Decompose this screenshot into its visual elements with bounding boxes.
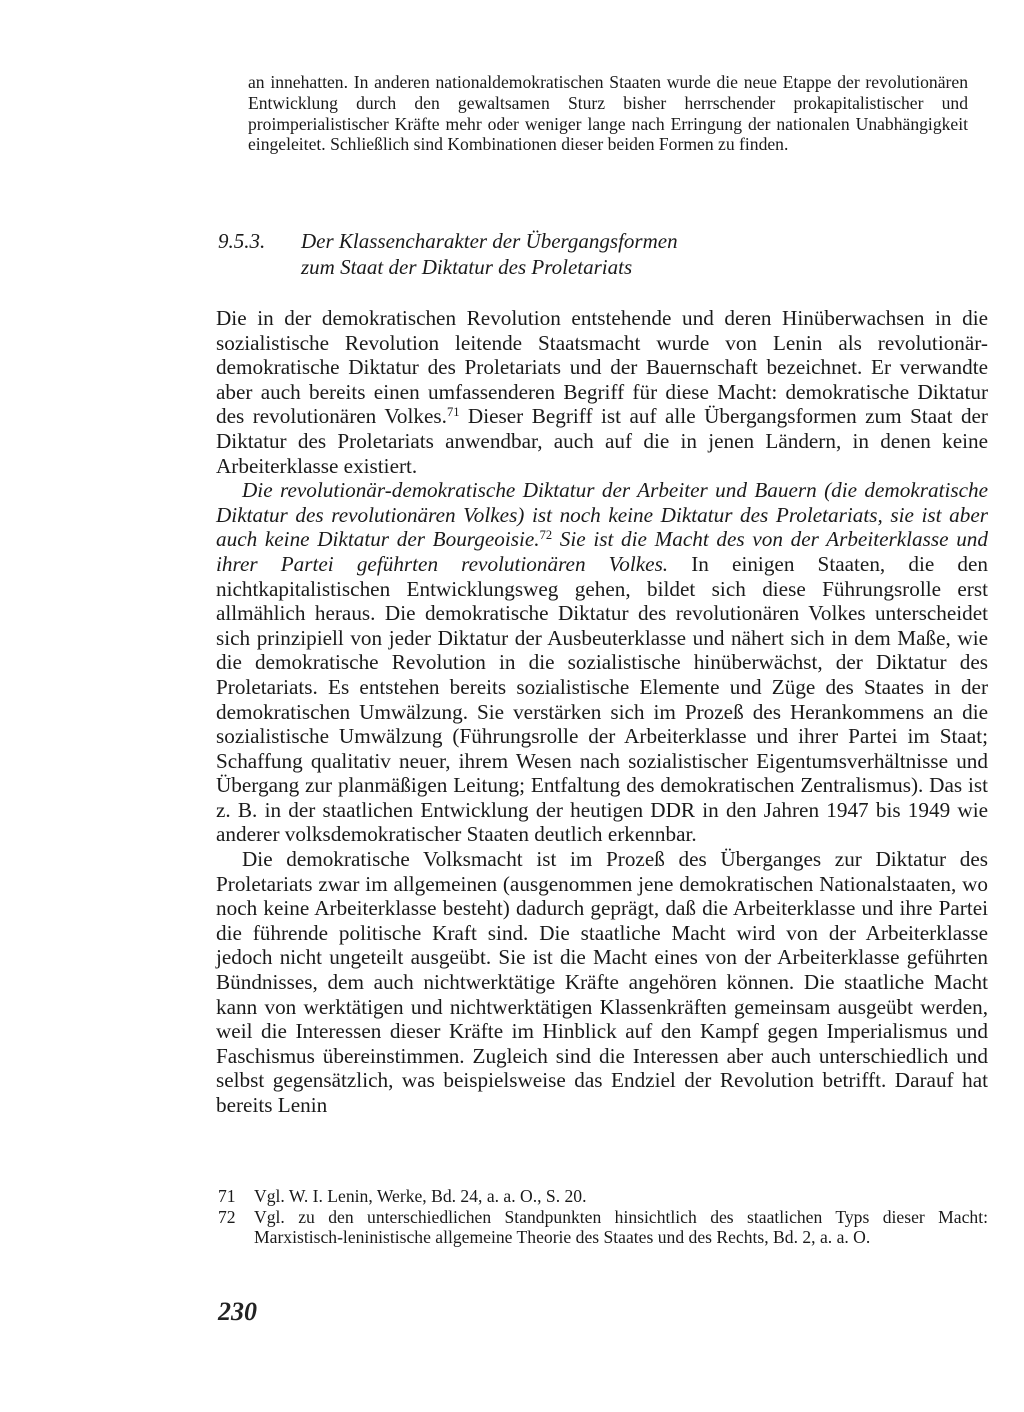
- section-title: [301, 228, 918, 280]
- section-number: 9.5.3.: [218, 229, 266, 253]
- paragraph-1-text-a: Die in der demokratischen Revolution entstehende und deren Hinüberwachsen in die sozialistische Revolution leitende Staatsmacht wurde von Lenin als revolutionär-demokratische Diktatur des Proletariats und der Bauernschaft bezeichnet. Er verwandte aber auch bereits einen umfassenderen Begriff für diese Macht: demokratische Diktatur des revolutionären Volkes.: [216, 306, 988, 429]
- paragraph-2: [216, 478, 988, 847]
- footnote-number: 72: [218, 1206, 236, 1227]
- intro-text: an innehatten. In anderen nationaldemokratischen Staaten wurde die neue Etappe der revolutionären Entwicklung durch den gewaltsamen Sturz bisher herrschender prokapitalistischer und proimperialistischer Kräfte mehr oder weniger lange nach Erringung der nationalen Unabhängigkeit eingeleitet. Schließlich sind Kombinationen dieser beiden Formen zu finden.: [248, 72, 968, 155]
- paragraph-1-text-b: Dieser Begriff ist auf alle Übergangsformen zum Staat der Diktatur des Proletariats anwendbar, auch auf die in jenen Ländern, in denen keine Arbeiterklasse existiert.: [216, 404, 988, 478]
- footnote-text: Vgl. W. I. Lenin, Werke, Bd. 24, a. a. O., S. 20.: [254, 1186, 587, 1206]
- footnote-71: [218, 1186, 988, 1207]
- paragraph-2-italic-a: Die revolutionär-demokratische Diktatur der Arbeiter und Bauern (die demokratische Diktatur des revolutionären Volkes) ist noch keine Diktatur des Proletariats, sie ist aber auch keine Diktatur der Bourgeoisie.: [216, 478, 988, 552]
- section-title-line-2: zum Staat der Diktatur des Proletariats: [301, 255, 633, 279]
- page-number: 230: [218, 1297, 257, 1326]
- paragraph-2-text: In einigen Staaten, die den nichtkapitalistischen Entwicklungsweg gehen, bildet sich diese Führungsrolle erst allmählich heraus. Die demokratische Diktatur des revolutionären Volkes unterscheidet sich prinzipiell von jeder Diktatur der Ausbeuterklasse und nähert sich in dem Maße, wie die demokratische Revolution in die sozialistische hinüberwächst, der Diktatur des Proletariats. Es entstehen bereits sozialistische Elemente und Züge des Staates in der demokratischen Umwälzung. Sie verstärken sich im Prozeß des Herankommens an die sozialistische Umwälzung (Führungsrolle der Arbeiterklasse und ihrer Partei im Staat; Schaffung qualitativ neuer, ihrem Wesen nach sozialistischer Eigentumsverhältnisse und Übergang zur planmäßigen Leitung; Entfaltung des demokratischen Zentralismus). Das ist z. B. in der staatlichen Entwicklung der heutigen DDR in den Jahren 1947 bis 1949 wie anderer volksdemokratischer Staaten deutlich erkennbar.: [216, 551, 988, 847]
- footnotes: [218, 1186, 988, 1248]
- paragraph-2-italic-b: Sie ist die Macht des von der Arbeiterklasse und ihrer Partei geführten revolutionären Volkes.: [216, 527, 988, 576]
- footnote-ref-72: 72: [539, 528, 553, 543]
- intro-paragraph: [248, 72, 968, 155]
- section-title-line-1: Der Klassencharakter der Übergangsformen: [301, 229, 678, 253]
- body-text: [216, 306, 988, 1118]
- footnote-number: 71: [218, 1186, 236, 1206]
- section-heading: [218, 228, 918, 280]
- footnote-ref-71: 71: [446, 405, 460, 420]
- footnote-text: Vgl. zu den unterschiedlichen Standpunkten hinsichtlich des staatlichen Typs dieser Macht: Marxistisch-leninistische allgemeine Theorie des Staates und des Rechts, Bd. 2, a. a. O.: [254, 1206, 988, 1248]
- paragraph-3: Die demokratische Volksmacht ist im Prozeß des Überganges zur Diktatur des Proletariats zwar im allgemeinen (ausgenommen jene demokratischen Nationalstaaten, wo noch keine Arbeiterklasse besteht) dadurch geprägt, daß die Arbeiterklasse und ihre Partei die führende politische Kraft sind. Die staatliche Macht wird von der Arbeiterklasse jedoch nicht ungeteilt ausgeübt. Sie ist die Macht eines von der Arbeiterklasse geführten Bündnisses, dem auch nichtwerktätige Kräfte angehören können. Die staatliche Macht kann von werktätigen und nichtwerktätigen Klassenkräften gemeinsam ausgeübt werden, weil die Interessen dieser Kräfte im Hinblick auf den Kampf gegen Imperialismus und Faschismus übereinstimmen. Zugleich sind die Interessen aber auch unterschiedlich und selbst gegensätzlich, was beispielsweise das Endziel der Revolution betrifft. Darauf hat bereits Lenin: [216, 847, 988, 1117]
- footnote-72: [218, 1207, 988, 1248]
- paragraph-1: [216, 306, 988, 478]
